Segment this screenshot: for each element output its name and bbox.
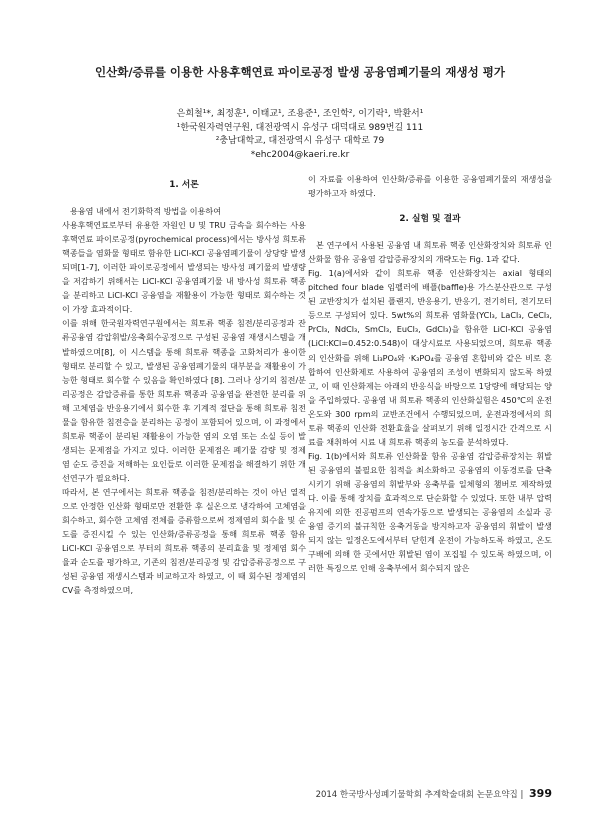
author-list: 은희철¹*, 최정훈¹, 이태교¹, 조용준¹, 조인학², 이기락¹, 박환서¹ [176, 109, 424, 119]
page-number: 399 [529, 787, 552, 800]
footer-proceedings: 2014 한국방사성폐기물학회 추계학술대회 논문요약집 [315, 790, 518, 800]
affiliation-1: ¹한국원자력연구원, 대전광역시 유성구 대덕대로 989번길 111 [176, 122, 424, 133]
footer-separator: | [520, 790, 524, 800]
intro-paragraph-1: 사용후핵연료로부터 유용한 자원인 U 및 TRU 금속을 회수하는 사용후핵연료 파이로공정(pyrochemical process)에서는 방사성 희토류 핵종들을 염화물 형태로 함유한 LiCl-KCl 공융염폐기물이 상당량 발생되며[1-7], 이러한 파이로공정에서 발생되는 방사성 폐기물의 발생량을 저감하기 위해서는 LiCl-KCl 공융염폐기물 내 방사성 희토류 핵종을 분리하고 LiCl-KCl 공융염을 재활용이 가능한 형태로 회수하는 것이 가장 효과적이다. [62, 220, 306, 315]
intro-paragraph-3: 따라서, 본 연구에서는 희토류 핵종을 침전/분리하는 것이 아닌 열적으로 안정한 인산화 형태로만 전환한 후 실온으로 냉각하여 고체염을 회수하고, 회수한 고체염 전체를 증류함으로써 정제염의 회수율 및 순도를 증진시킬 수 있는 인산화/증류공정을 통해 희토류 핵종 함유 LiCl-KCl 공융염으로 부터의 희토류 핵종의 분리효율 및 정제염 회수율과 순도를 평가하고, 기존의 침전/분리공정 및 감압증류공정으로 구성된 공융염 재생시스템과 비교하고자 하였고, 이 때 회수된 정제염의 CV를 측정하였으며, [62, 486, 306, 596]
paper-title: 인산화/증류를 이용한 사용후핵연료 파이로공정 발생 공융염폐기물의 재생성 평가 [95, 65, 505, 79]
intro-paragraph-lead: 용융염 내에서 전기화학적 방법을 이용하여 [70, 206, 222, 217]
page-footer [312, 787, 552, 800]
corresponding-email: *ehc2004@kaeri.re.kr [250, 149, 350, 160]
affiliation-2: ²충남대학교, 대전광역시 유성구 대학로 79 [215, 136, 385, 146]
intro-paragraph-4: 이 자료를 이용하여 인산화/증류를 이용한 공융염폐기물의 재생성을 평가하고자 하였다. [308, 174, 552, 199]
section-heading-methods: 2. 실험 및 결과 [399, 214, 461, 225]
methods-paragraph-1: 본 연구에서 사용된 공융염 내 희토류 핵종 인산화장치와 희토류 인산화물 함유 공융염 감압증류장치의 개략도는 Fig. 1과 같다. [308, 240, 552, 265]
left-column [62, 178, 306, 597]
section-heading-intro: 1. 서론 [169, 180, 199, 190]
methods-paragraph-3: Fig. 1(b)에서와 희토류 인산화물 함유 공융염 감압증류장치는 휘발된 공융염의 불필요한 침적을 최소화하고 공융염의 이동경로를 단축시키기 위해 공융염의 휘발부와 응축부를 일체형의 챔버로 제작하였다. 이를 통해 장치를 효과적으로 단순화할 수 있었다. 또한 내부 압력 유지에 의한 진공펌프의 연속가동으로 발생되는 공융염의 소실과 공융염 증기의 불규칙한 응축거동을 방지하고자 공융염의 휘발이 발생되지 않는 일정온도에서부터 닫힌계 운전이 가능하도록 하였고, 온도구배에 의해 한 곳에서만 휘발된 염이 포집될 수 있도록 하였으며, 이러한 특징으로 인해 응축부에서 회수되지 않은 [308, 450, 552, 574]
methods-paragraph-2: Fig. 1(a)에서와 같이 희토류 핵종 인산화장치는 axial 형태의 pitched four blade 임펠러에 배플(baffle)용 가스분산관으로 구성된 교반장치가 설치된 플랜지, 반응용기, 반응기, 전기히터, 전기모터 등으로 구성되어 있다. 5wt%의 희토류 염화물(YCl₃, LaCl₃, CeCl₃, PrCl₃, NdCl₃, SmCl₃, EuCl₃, GdCl₃)을 함유한 LiCl-KCl 공융염(LiCl:KCl=0.452:0.548)이 대상시료로 사용되었으며, 희토류 핵종의 인산화를 위해 Li₃PO₄와 ·K₃PO₄를 공융염 혼합비와 같은 비로 혼합하여 인산화제로 사용하여 공융염의 조성이 변화되지 않도록 하였고, 이 때 인산화제는 아래의 반응식을 바탕으로 1당량에 해당되는 양을 주입하였다. 공융염 내 희토류 핵종의 인산화실험은 450℃의 운전온도와 300 rpm의 교반조건에서 수행되었으며, 운전과정에서의 희토류 핵종의 인산화 전환효율을 살펴보기 위해 일정시간 간격으로 시료를 채취하여 시료 내 희토류 핵종의 농도를 분석하였다. [308, 268, 552, 447]
intro-paragraph-2: 이를 위해 한국원자력연구원에서는 희토류 핵종 침전/분리공정과 잔류공융염 감압휘발/응축회수공정으로 구성된 공융염 재생시스템을 개발하였으며[8], 이 시스템을 통해 희토류 핵종을 고화처리가 용이한 형태로 분리할 수 있고, 발생된 공융염폐기물의 대부분을 재활용이 가능한 형태로 회수할 수 있음을 확인하였다 [8]. 그러나 상기의 침전/분리공정은 감압증류를 통한 희토류 핵종과 공융염을 완전한 분리를 위해 고체염을 반응용기에서 회수한 후 기계적 절단을 통해 희토류 침전물을 함유한 침전층을 분리하는 공정이 포함되어 있으며, 이 과정에서 희토류 핵종이 분리된 재활용이 가능한 염의 오염 또는 소실 등이 발생되는 문제점을 가지고 있다. 이러한 문제점은 폐기물 감량 및 정제염 순도 증진을 저해하는 요인들로 이러한 문제점을 해결하기 위한 개선연구가 필요하다. [62, 318, 306, 483]
author-block [0, 108, 600, 162]
right-column [308, 172, 552, 575]
